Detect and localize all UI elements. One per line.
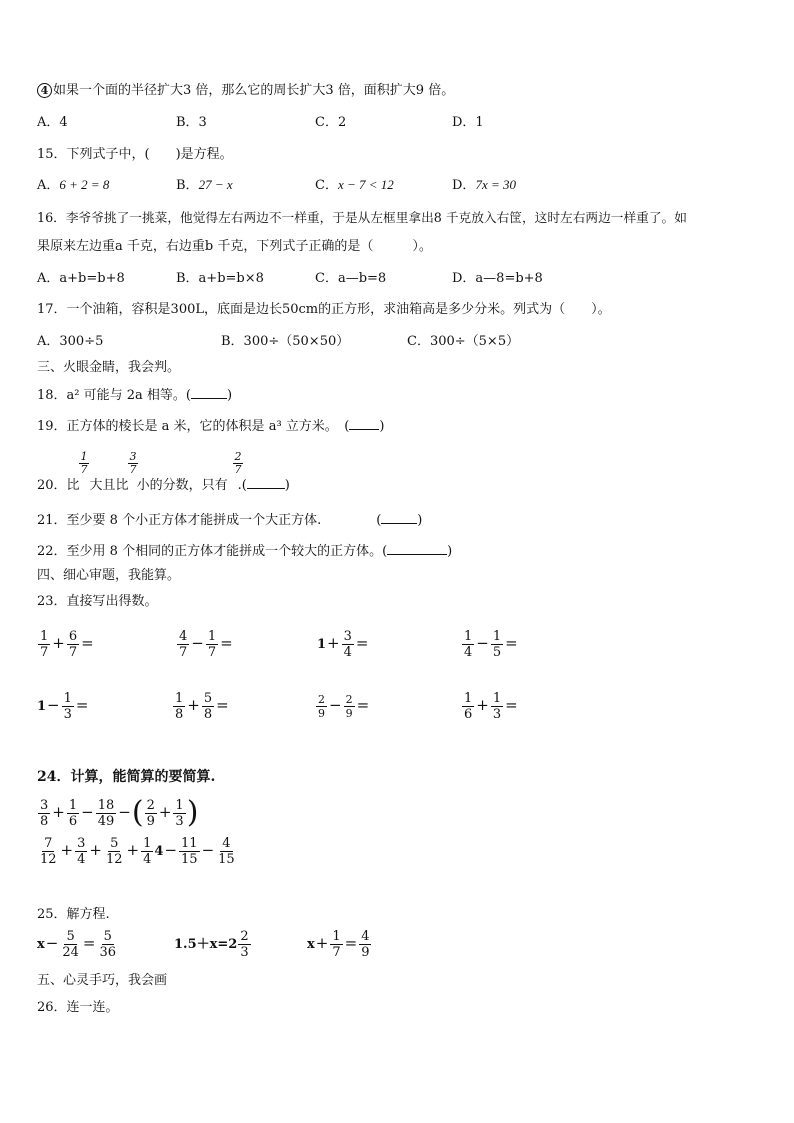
section-4-heading: 四、细心审题，我能算。	[37, 568, 181, 583]
q26-title: 26．连一连。	[37, 1000, 119, 1015]
q15-stem: 15．下列式子中，( )是方程。	[37, 147, 233, 162]
q16-stem-line2: 果原来左边重a 千克，右边重b 千克，下列式子正确的是（ ）。	[37, 239, 432, 254]
q15-option-b: B．27 − x	[176, 177, 233, 193]
q23-expr-3: 1+ $\frac{3}{4}$ =	[317, 629, 369, 660]
q15-option-d: D．7x = 30	[452, 177, 516, 193]
q20-statement: 20．比 大且比 小的分数，只有 .( )	[37, 475, 290, 495]
q16-option-b: B．a+b=b×8	[176, 271, 264, 286]
q25-equation-1: x− $\frac{5}{24}$ = $\frac{5}{36}$	[37, 929, 117, 960]
answer-blank[interactable]	[247, 475, 285, 489]
q23-expr-1: $\frac{1}{7}$ + $\frac{6}{7}$ =	[40, 629, 94, 660]
q22-statement: 22．至少用 8 个相同的正方体才能拼成一个较大的正方体。( )	[37, 541, 452, 561]
q23-title: 23．直接写出得数。	[37, 594, 158, 609]
fraction-1-7: 1 7	[80, 450, 88, 476]
answer-blank[interactable]	[349, 416, 379, 430]
q25-title: 25．解方程.	[37, 907, 110, 922]
q23-expr-5: 1− $\frac{1}{3}$ =	[37, 691, 89, 722]
circled-number: 4	[37, 83, 52, 98]
q19-statement: 19．正方体的棱长是 a 米，它的体积是 a³ 立方米。 ( )	[37, 416, 384, 436]
answer-blank[interactable]	[381, 510, 417, 524]
q15-option-c: C．x − 7 < 12	[315, 177, 394, 193]
q14-option-c: C．2	[315, 115, 347, 130]
statement-text: 如果一个面的半径扩大3 倍，那么它的周长扩大3 倍，面积扩大9 倍。	[53, 83, 455, 98]
q14-option-b: B．3	[176, 115, 207, 130]
q24-expr-2: $\frac{7}{12}$ + $\frac{3}{4}$ + $\frac{5}{12}$ + $\frac{1}{4}$ 4− $\frac{11}{15}$ − $\frac{4}{15}$	[40, 836, 235, 867]
q23-expr-6: $\frac{1}{8}$ + $\frac{5}{8}$ =	[175, 691, 229, 722]
q16-option-a: A．a+b=b+8	[37, 271, 125, 286]
q16-option-d: D．a—8=b+8	[452, 271, 543, 286]
q23-expr-2: $\frac{4}{7}$ − $\frac{1}{7}$ =	[179, 629, 233, 660]
q25-equation-2: 1.5＋x=2 $\frac{2}{3}$	[174, 929, 249, 960]
answer-blank[interactable]	[387, 541, 447, 555]
option-expression: 7x = 30	[475, 177, 516, 192]
answer-blank[interactable]	[191, 385, 227, 399]
section-3-heading: 三、火眼金睛，我会判。	[37, 360, 181, 375]
q24-title: 24．计算，能简算的要简算.	[37, 769, 216, 785]
q17-option-c: C．300÷（5×5）	[407, 334, 520, 349]
option-expression: x − 7 < 12	[337, 177, 394, 192]
q23-expr-7: $\frac{2}{9}$ − $\frac{2}{9}$ =	[318, 693, 370, 720]
q21-statement: 21．至少要 8 个小正方体才能拼成一个大正方体. ( )	[37, 510, 422, 530]
q17-option-b: B．300÷（50×50）	[221, 334, 350, 349]
q18-statement: 18．a² 可能与 2a 相等。( )	[37, 385, 232, 405]
q15-option-a: A．6 + 2 = 8	[37, 177, 110, 193]
q16-option-c: C．a—b=8	[315, 271, 387, 286]
q24-expr-1: $\frac{3}{8}$ + $\frac{1}{6}$ − $\frac{18}{49}$ −( $\frac{2}{9}$ + $\frac{1}{3}$ )	[40, 795, 199, 830]
q14-statement-4	[37, 82, 454, 100]
q23-expr-8: $\frac{1}{6}$ + $\frac{1}{3}$ =	[464, 691, 518, 722]
fraction-2-7: 2 7	[234, 450, 242, 476]
q16-stem-line1: 16．李爷爷挑了一挑菜，他觉得左右两边不一样重，于是从左框里拿出8 千克放入右筐，这时左右两边一样重了。如	[37, 210, 687, 225]
q25-equation-3: x+ $\frac{1}{7}$ = $\frac{4}{9}$	[307, 929, 370, 960]
q14-option-a: A．4	[37, 115, 68, 130]
q14-option-d: D．1	[452, 115, 484, 130]
option-expression: 6 + 2 = 8	[59, 177, 110, 192]
q17-stem: 17．一个油箱，容积是300L，底面是边长50cm的正方形，求油箱高是多少分米。列式为（ ）。	[37, 302, 611, 317]
q23-expr-4: $\frac{1}{4}$ − $\frac{1}{5}$ =	[464, 629, 518, 660]
option-expression: 27 − x	[198, 177, 233, 192]
section-5-heading: 五、心灵手巧，我会画	[37, 973, 168, 988]
q17-option-a: A．300÷5	[37, 334, 104, 349]
fraction-3-7: 3 7	[129, 450, 137, 476]
